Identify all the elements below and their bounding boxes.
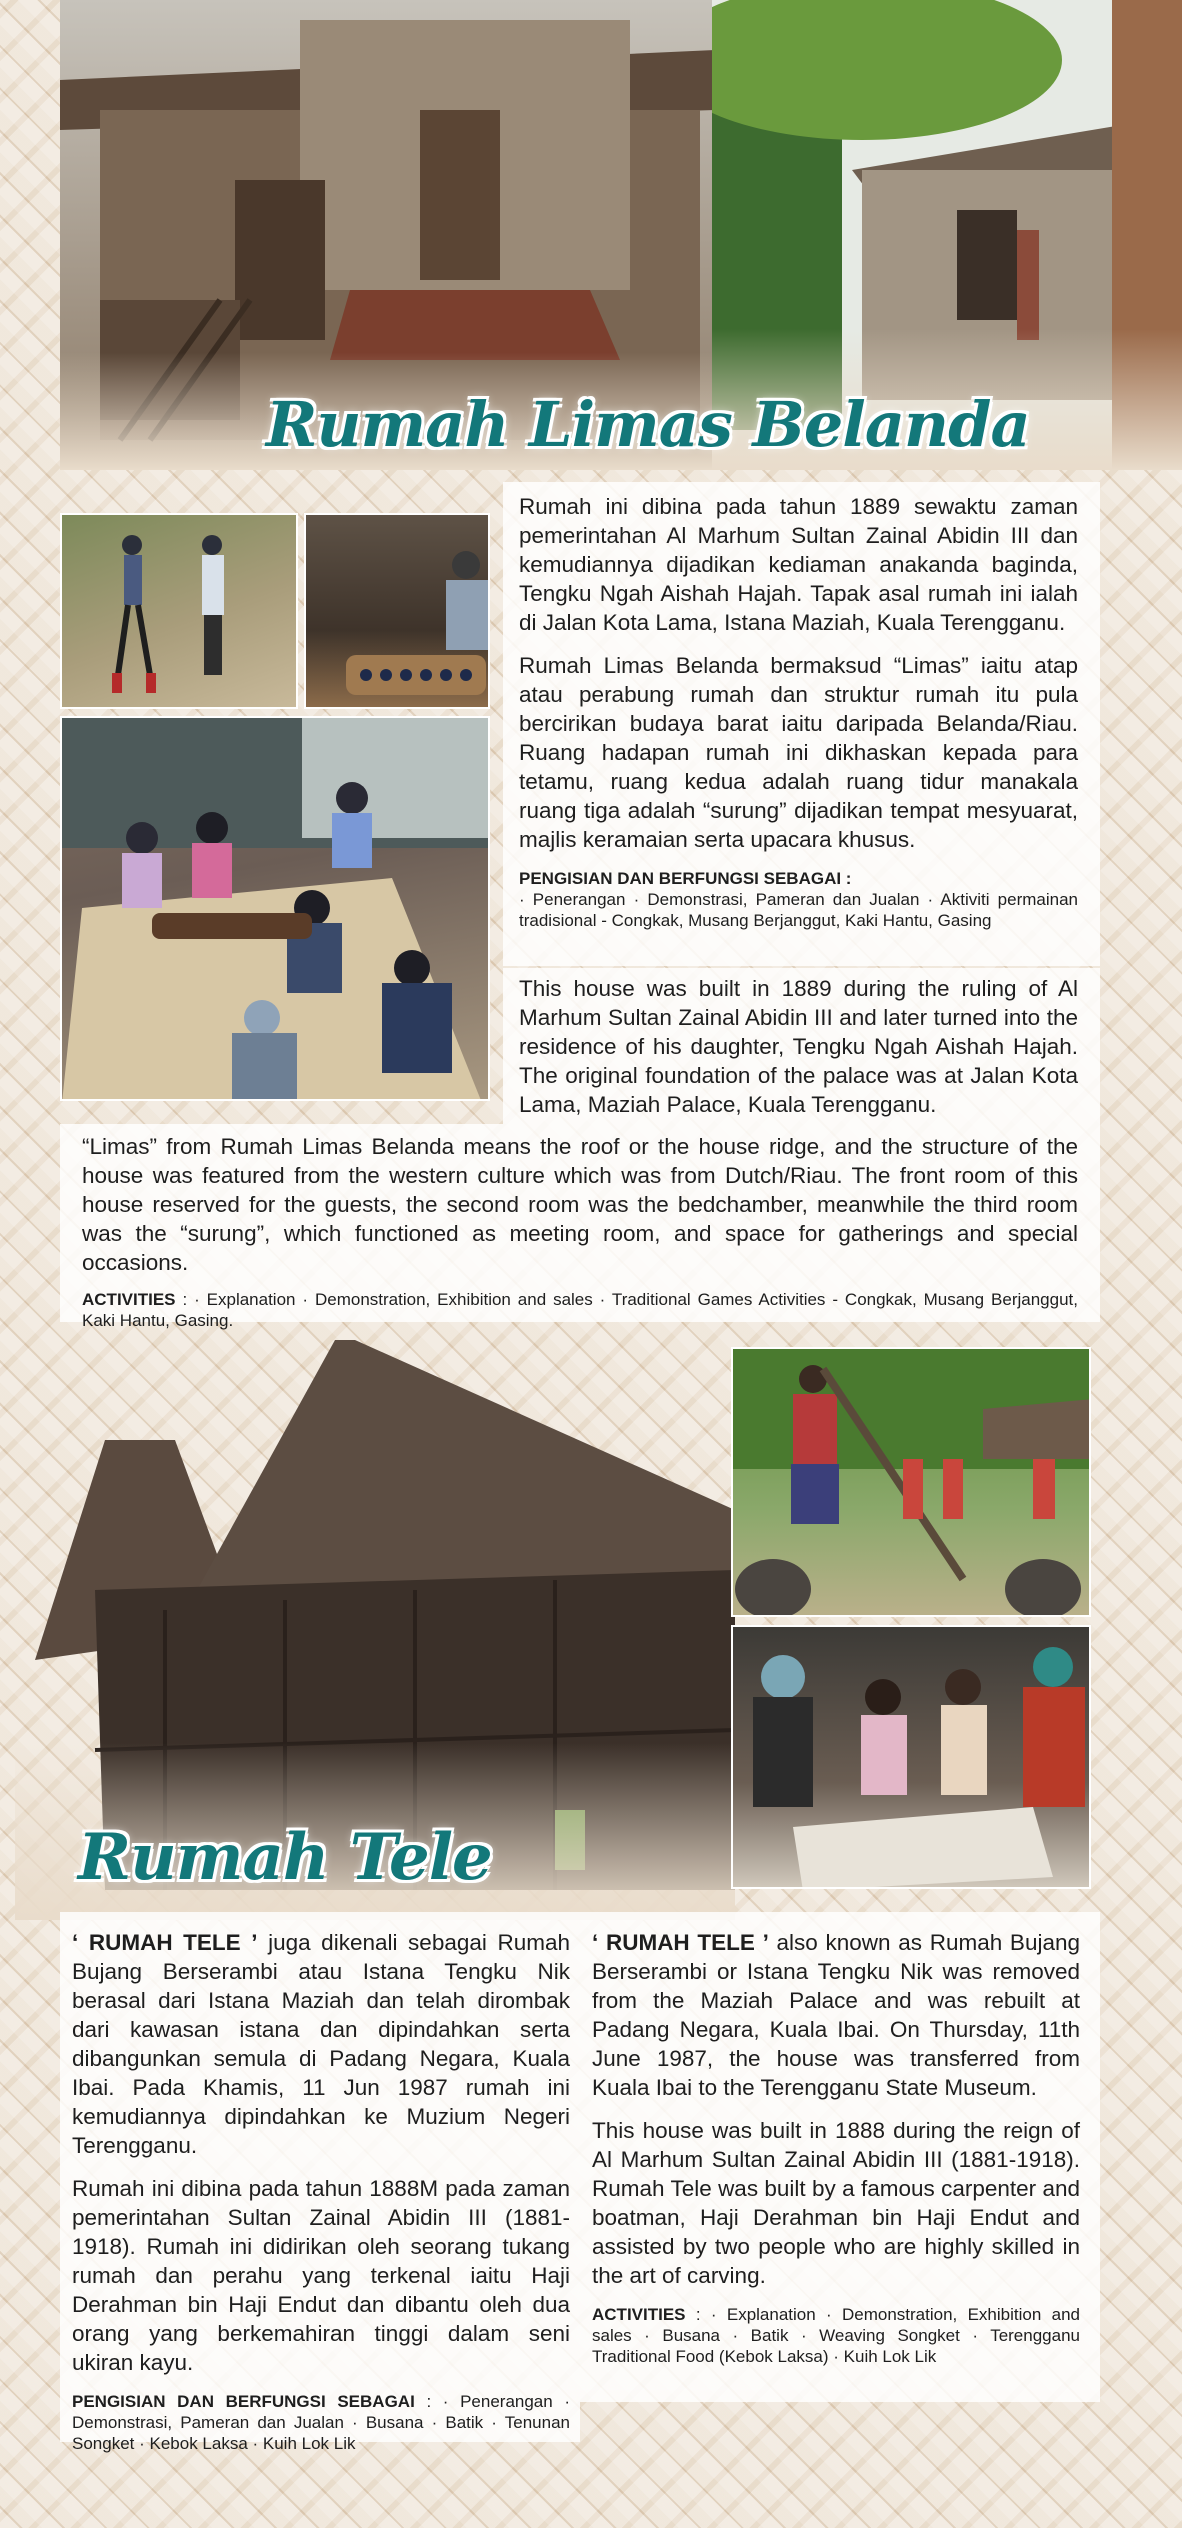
paragraph-tele-intro-english — [592, 1928, 1080, 2102]
rumah-tele-name-malay: ‘ RUMAH TELE ’ — [72, 1930, 258, 1955]
paragraph-history-english: This house was built in 1889 during the ruling of Al Marhum Sultan Zainal Abidin III and later turned into the residence of his daughter, Tengku Ngah Aishah Hajah. The original foundation of the palace was at Jalan Kota Lama, Maziah Palace, Kuala Terengganu. — [519, 976, 1078, 1117]
congkak-board-illustration — [306, 515, 490, 709]
rumah-tele-text-english: also known as Rumah Bujang Berserambi or Istana Tengku Nik was removed from the Maziah Palace and was rebuilt at Padang Negara, Kuala Ibai. On Thursday, 11th June 1987, the house was transferred from Kuala Ibai to the Terengganu State Museum. — [592, 1930, 1080, 2100]
paragraph-meaning-malay: Rumah Limas Belanda bermaksud “Limas” iaitu atap atau perabung rumah dan struktur rumah itu pula bercirikan budaya barat iaitu daripada Belanda/Riau. Ruang hadapan rumah ini dikhaskan kepada para tetamu, ruang kedua adalah ruang tidur manakala ruang tiga adalah “surung” dijadikan tempat mesyuarat, majlis keramaian serta upacara khusus. — [519, 653, 1078, 852]
activities-english — [82, 1289, 1078, 1331]
activities-tele-malay — [72, 2391, 570, 2454]
panel-rumah-tele-malay — [60, 1912, 580, 2453]
activities-tele-english — [592, 2304, 1080, 2367]
players-silhouette — [62, 515, 298, 709]
panel-limas-belanda-malay — [503, 482, 1100, 966]
paragraph-tele-intro-malay — [72, 1928, 570, 2160]
photo-traditional-game-players — [60, 513, 298, 709]
activities-tele-label-english: ACTIVITIES — [592, 2305, 686, 2324]
pounding-illustration — [733, 1349, 1091, 1617]
paragraph-history-malay: Rumah ini dibina pada tahun 1889 sewaktu zaman pemerintahan Al Marhum Sultan Zainal Abidin III dan kemudiannya dijadikan kediaman anakanda baginda, Tengku Ngah Aishah Hajah. Tapak asal rumah ini ialah di Jalan Kota Lama, Istana Maziah, Kuala Terengganu. — [519, 494, 1078, 635]
photo-traditional-pounding — [731, 1347, 1091, 1617]
paragraph-tele-history-malay: Rumah ini dibina pada tahun 1888M pada zaman pemerintahan Sultan Zainal Abidin III (1881-1918). Rumah ini didirikan oleh seorang tukang rumah dan perahu yang terkenal iaitu Haji Derahman bin Haji Endut dan dibantu oleh dua orang yang berkemahiran tinggi dalam seni ukiran kayu. — [72, 2176, 570, 2375]
activities-label-malay: PENGISIAN DAN BERFUNGSI SEBAGAI : — [519, 869, 852, 888]
activities-label-english: ACTIVITIES — [82, 1290, 176, 1309]
panel-rumah-tele-english — [580, 1912, 1100, 2402]
activities-tele-list-malay: : · Penerangan · Demonstrasi, Pameran dan Jualan · Busana · Batik · Tenunan Songket · Kebok Laksa · Kuih Lok Lik — [72, 2392, 571, 2453]
paragraph-tele-history-english: This house was built in 1888 during the reign of Al Marhum Sultan Zainal Abidin III (1881-1918). Rumah Tele was built by a famous carpenter and boatman, Haji Derahman bin Haji Endut and assisted by two people who are highly skilled in the art of carving. — [592, 2118, 1080, 2288]
activities-list-english: : · Explanation · Demonstration, Exhibition and sales · Traditional Games Activities - Congkak, Musang Berjanggut, Kaki Hantu, Gasing. — [82, 1290, 1078, 1330]
activities-tele-list-english: : · Explanation · Demonstration, Exhibition and sales · Busana · Batik · Weaving Songket · Terengganu Traditional Food (Kebok Laksa) · Kuih Lok Lik — [592, 2305, 1080, 2366]
paragraph-meaning-english: “Limas” from Rumah Limas Belanda means the roof or the house ridge, and the structure of the house was featured from the western culture which was from Dutch/Riau. The front room of this house reserved for the guests, the second room was the bedchamber, meanwhile the third room was the “surung”, which functioned as meeting room, and space for gatherings and special occasions. — [82, 1134, 1078, 1275]
rumah-tele-name-english: ‘ RUMAH TELE ’ — [592, 1930, 769, 1955]
photo-congkak-board — [304, 513, 490, 709]
food-prep-illustration — [733, 1627, 1091, 1889]
rumah-tele-text-malay: juga dikenali sebagai Rumah Bujang Berserambi atau Istana Tengku Nik berasal dari Istana Maziah dan telah dirombak dari kawasan istana dan dipindahkan serta dibangunkan semula di Padang Negara, Kuala Ibai. Pada Khamis, 11 Jun 1987 rumah ini kemudiannya dipindahkan ke Muzium Negeri Terengganu. — [72, 1930, 570, 2158]
photo-food-preparation — [731, 1625, 1091, 1889]
photo-group-activity — [60, 716, 490, 1101]
panel-limas-belanda-english-bottom — [60, 1124, 1100, 1330]
activities-list-malay: · Penerangan · Demonstrasi, Pameran dan Jualan · Aktiviti permainan tradisional - Congkak, Musang Berjanggut, Kaki Hantu, Gasing — [519, 890, 1078, 930]
page-title-limas-belanda: Rumah Limas Belanda — [266, 388, 1030, 461]
activities-tele-label-malay: PENGISIAN DAN BERFUNGSI SEBAGAI — [72, 2392, 415, 2411]
page-title-rumah-tele: Rumah Tele — [78, 1820, 492, 1895]
group-activity-illustration — [62, 718, 490, 1101]
panel-limas-belanda-english-top — [503, 968, 1100, 1124]
